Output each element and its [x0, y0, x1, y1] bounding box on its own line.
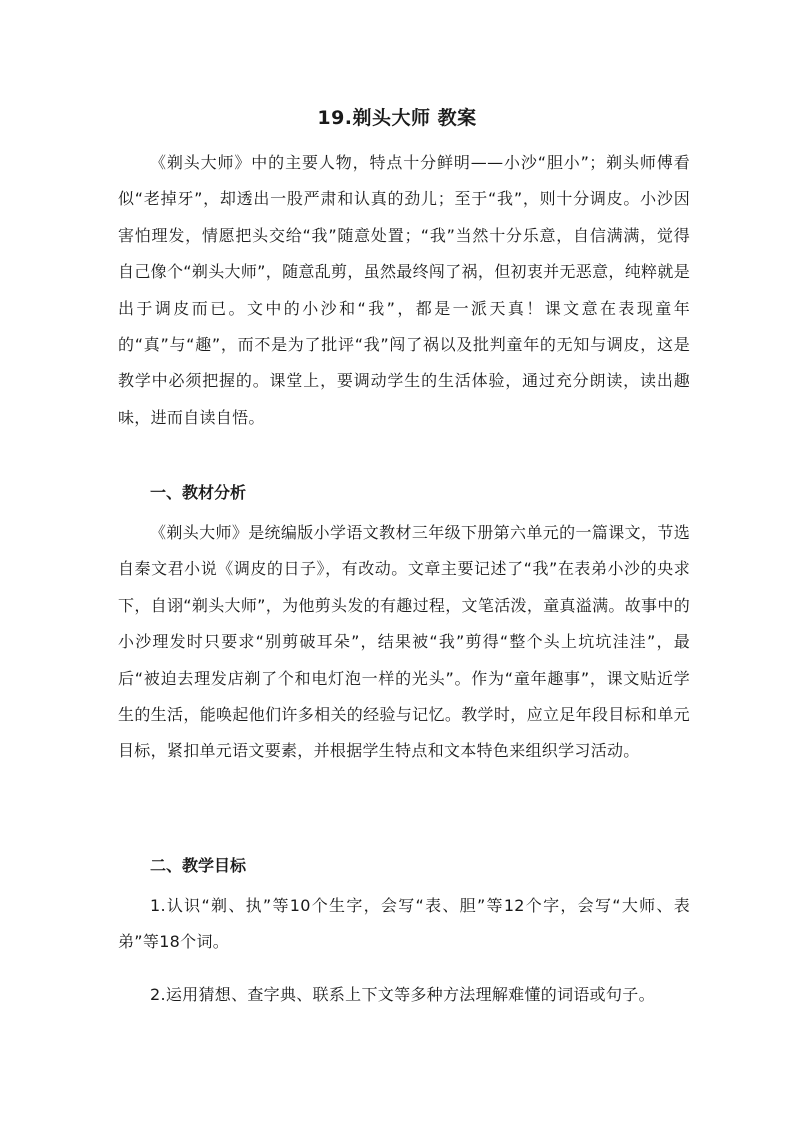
textbook-analysis-paragraph: 《剃头大师》是统编版小学语文教材三年级下册第六单元的一篇课文，节选自秦文君小说《调皮的日子》，有改动。文章主要记述了“我”在表弟小沙的央求下，自诩“剃头大师”，为他剪头发的有趣过程，文笔活泼，童真溢满。故事中的小沙理发时只要求“别剪破耳朵”，结果被“我”剪得“整个头上坑坑洼洼”，最后“被迫去理发店剃了个和电灯泡一样的光头”。作为“童年趣事”，课文贴近学生的生活，能唤起他们许多相关的经验与记忆。教学时，应立足年段目标和单元目标，紧扣单元语文要素，并根据学生特点和文本特色来组织学习活动。 — [118, 523, 690, 761]
teaching-goal-1: 1.认识“剃、执”等10个生字，会写“表、胆”等12个字，会写“大师、表弟”等18个词。 — [118, 896, 690, 952]
teaching-goal-2: 2.运用猜想、查字典、联系上下文等多种方法理解难懂的词语或句子。 — [150, 985, 655, 1004]
section-heading-teaching-goals: 二、教学目标 — [150, 856, 247, 875]
intro-paragraph: 《剃头大师》中的主要人物，特点十分鲜明——小沙“胆小”；剃头师傅看似“老掉牙”，却透出一股严肃和认真的劲儿；至于“我”，则十分调皮。小沙因害怕理发，情愿把头交给“我”随意处置；“我”当然十分乐意，自信满满，觉得自己像个“剃头大师”，随意乱剪，虽然最终闯了祸，但初衷并无恶意，纯粹就是出于调皮而已。文中的小沙和“我”，都是一派天真！课文意在表现童年的“真”与“趣”，而不是为了批评“我”闯了祸以及批判童年的无知与调皮，这是教学中必须把握的。课堂上，要调动学生的生活体验，通过充分朗读，读出趣味，进而自读自悟。 — [118, 153, 690, 427]
document-title: 19.剃头大师 教案 — [317, 107, 477, 129]
section-heading-textbook-analysis: 一、教材分析 — [150, 483, 247, 502]
